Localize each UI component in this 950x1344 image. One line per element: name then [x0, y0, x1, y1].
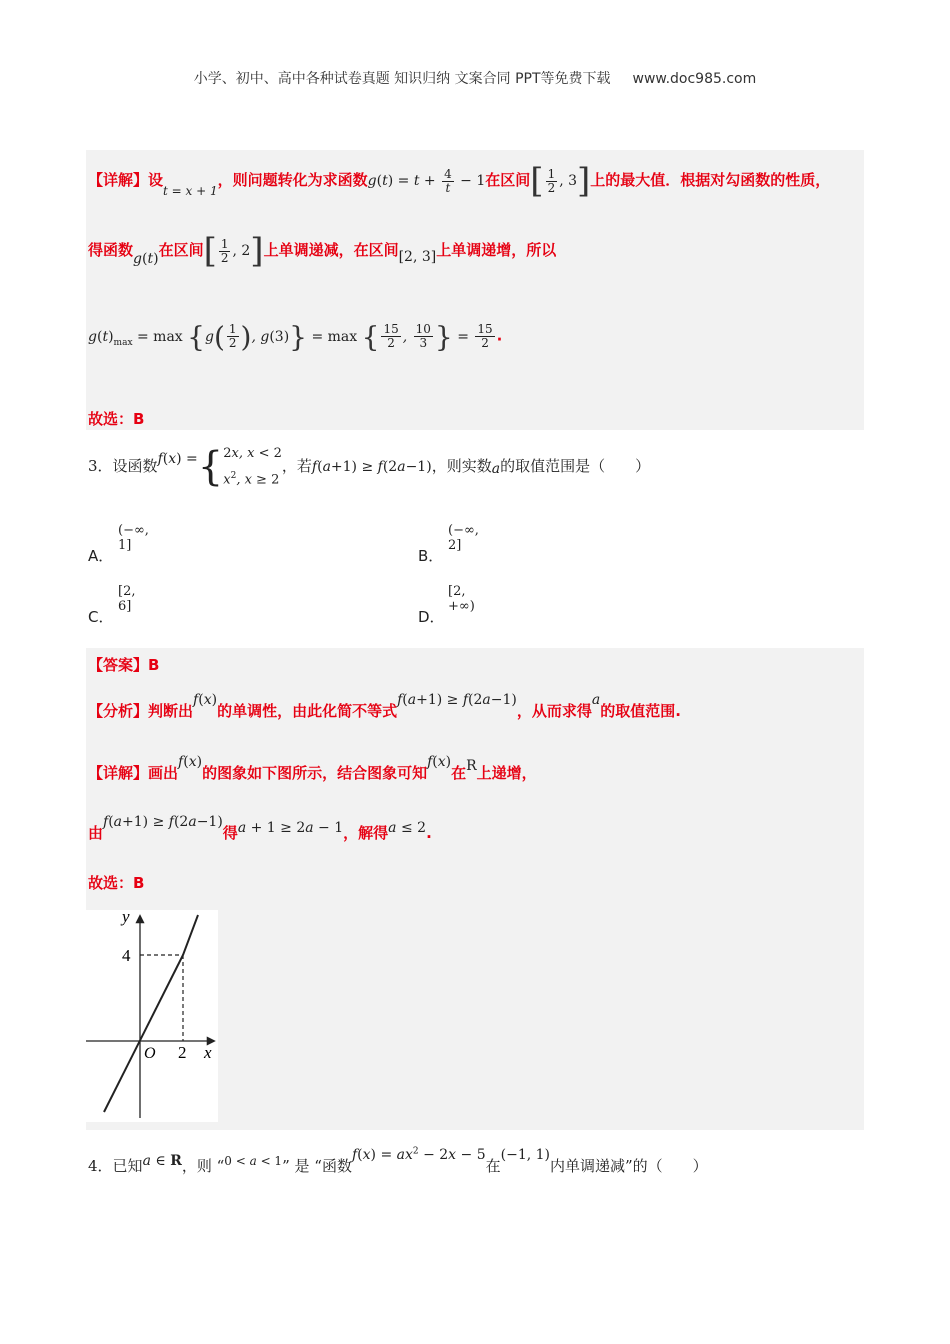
option-a[interactable]	[88, 523, 149, 566]
math-a: a	[591, 692, 601, 708]
answer-value: B	[148, 656, 160, 674]
option-label: B．	[418, 547, 444, 565]
origin-label: O	[144, 1045, 156, 1062]
math-g: g(t) = t + $\frac{4}{t}$ − 1	[367, 166, 486, 195]
analysis-tag: 【分析】	[88, 702, 149, 720]
math-interval2: [ $\frac{1}{2}$ , 2]	[203, 231, 264, 271]
option-c[interactable]	[88, 584, 136, 627]
math-ineq2: a + 1 ≥ 2a − 1	[237, 820, 344, 836]
q3-stem	[88, 443, 650, 491]
option-d[interactable]	[418, 584, 475, 627]
text: 上单调递增，所以	[436, 241, 557, 259]
option-label: C．	[88, 608, 114, 626]
answer-tag: 【答案】	[88, 656, 149, 674]
text: 得函数	[88, 241, 134, 259]
math-ineq: f(a+1) ≥ f(2a−1)	[311, 459, 432, 476]
parabola-segment	[183, 915, 198, 955]
option-value: [2, +∞)	[448, 584, 475, 614]
question-number: 3．	[88, 457, 113, 476]
text: ，则 “	[181, 1157, 225, 1175]
text: ，则问题转化为求函数	[217, 171, 368, 189]
math-fx: f(x)	[178, 754, 203, 770]
page-header	[0, 68, 950, 88]
q4-stem	[88, 1146, 708, 1176]
math-result: a ≤ 2	[388, 820, 427, 836]
q2-select: 故选：B	[88, 410, 145, 428]
q3-select: 故选：B	[88, 874, 145, 892]
text: 的图象如下图所示，结合图象可知	[202, 764, 428, 782]
text: 在	[451, 764, 467, 782]
text: 判断出	[148, 702, 194, 720]
line-segment	[104, 955, 183, 1112]
text: 画出	[148, 764, 179, 782]
q2-detail-line2	[88, 231, 557, 271]
math-interval1: [ $\frac{1}{2}$ , 3]	[530, 161, 591, 201]
text: 设	[148, 171, 164, 189]
header-text: 小学、初中、高中各种试卷真题 知识归纳 文案合同 PPT等免费下载	[193, 71, 611, 87]
function-graph-svg	[86, 910, 218, 1122]
text: .	[426, 824, 432, 842]
text: 的单调性，由此化简不等式	[217, 702, 398, 720]
question-number: 4．	[88, 1157, 113, 1175]
text: 的取值范围是（ ）	[500, 457, 651, 476]
math-aR: a ∈ R	[142, 1153, 182, 1169]
detail-tag: 【详解】	[88, 764, 149, 782]
text: 上递增，	[476, 764, 537, 782]
math-gt: g(t)	[133, 251, 159, 267]
text: ，从而求得	[516, 702, 592, 720]
math-a: a	[491, 461, 501, 478]
option-b[interactable]	[418, 523, 479, 566]
math-interval: (−1, 1)	[500, 1147, 550, 1163]
q3-analysis	[88, 692, 681, 721]
math-R: R	[466, 758, 477, 774]
math-sub: t = x + 1	[163, 184, 218, 198]
text: 得	[222, 824, 238, 842]
text: ，则实数	[431, 457, 492, 476]
math-cond: 0 < a < 1	[224, 1154, 283, 1168]
q2-max-line	[88, 320, 502, 353]
y-tick-label: 4	[122, 946, 131, 965]
y-label: y	[122, 910, 130, 926]
math-ineq: f(a+1) ≥ f(2a−1)	[397, 692, 517, 708]
text: 的取值范围.	[600, 702, 681, 720]
math-f4: $f(x) = ax^2 - 2x - 5$	[351, 1146, 486, 1163]
option-label: A．	[88, 547, 114, 565]
text: 设函数	[112, 457, 158, 476]
period: .	[496, 326, 503, 345]
option-value: (−∞, 1]	[118, 523, 149, 553]
option-value: [2, 6]	[118, 584, 136, 614]
text: ” 是 “函数	[282, 1157, 352, 1175]
q3-answer	[88, 654, 159, 675]
q3-detail-line2	[88, 814, 432, 843]
text: 由	[88, 824, 104, 842]
header-site: www.doc985.com	[632, 71, 757, 87]
text: 上单调递减，在区间	[263, 241, 399, 259]
option-label: D．	[418, 608, 445, 626]
math-ineq: f(a+1) ≥ f(2a−1)	[103, 814, 223, 830]
text: ，解得	[343, 824, 389, 842]
text: 内单调递减”的（ ）	[550, 1157, 708, 1175]
text: 在	[485, 1157, 501, 1175]
math-max: $g(t)_{max} = \max \{g$( $\frac{1}{2}$ ), g(3)} = max { $\frac{15}{2}$ , $\frac{10}{3}$ } = $\frac{15}{2}$	[88, 320, 493, 353]
text: 在区间	[158, 241, 204, 259]
option-value: (−∞, 2]	[448, 523, 479, 553]
text: 已知	[112, 1157, 143, 1175]
q2-detail-line1	[88, 161, 831, 201]
text: 上的最大值．根据对勾函数的性质，	[590, 171, 831, 189]
q3-detail-line1	[88, 754, 537, 783]
math-fx: f(x)	[193, 692, 218, 708]
math-fx: f(x)	[427, 754, 452, 770]
text: ，若	[281, 457, 312, 476]
math-piecewise: f(x) = { 2x, x < 2 $x^2$, x ≥ 2	[157, 444, 282, 491]
math-interval3: [2, 3]	[398, 249, 437, 265]
text: 在区间	[485, 171, 531, 189]
detail-tag: 【详解】	[88, 171, 149, 189]
q3-graph	[86, 910, 218, 1122]
x-tick-label: 2	[178, 1043, 187, 1062]
x-label: x	[204, 1043, 212, 1062]
